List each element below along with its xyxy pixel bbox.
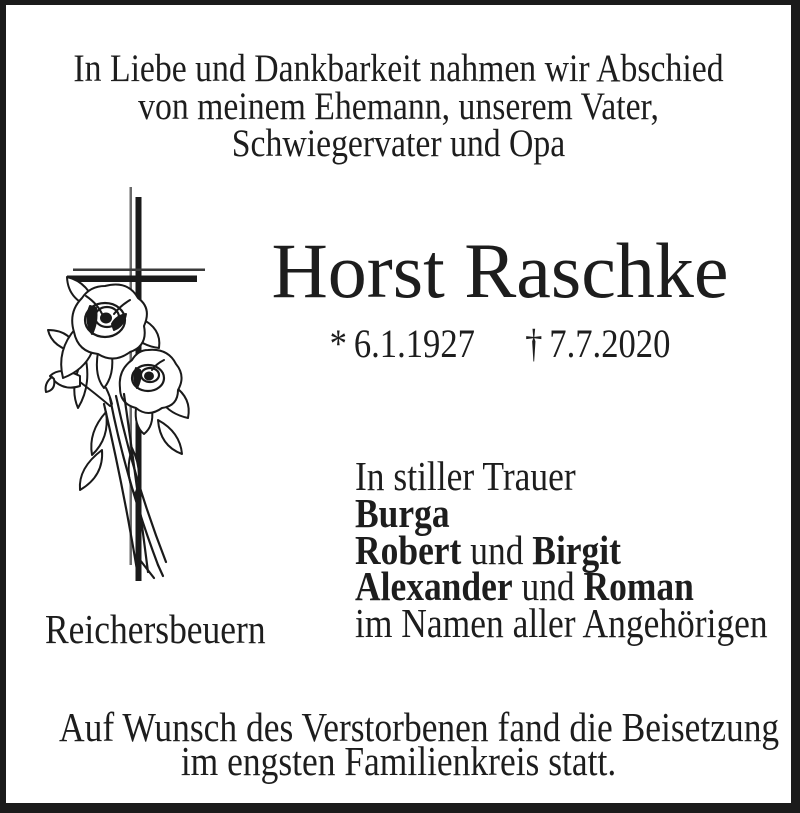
mourner-name: Robert <box>355 526 462 573</box>
mourning-intro: In stiller Trauer <box>355 453 576 499</box>
place-name: Reichersbeuern <box>45 606 266 652</box>
mourner-name: Burga <box>355 489 450 536</box>
footer-text <box>58 704 780 784</box>
mourning-outro: im Namen aller Angehörigen <box>355 600 768 646</box>
deceased-name: Horst Raschke <box>271 227 729 314</box>
footer-line: Auf Wunsch des Verstorbenen fand die Beisetzung <box>58 704 780 750</box>
mourner-name: Birgit <box>532 526 621 573</box>
intro-line: von meinem Ehemann, unserem Vater, <box>138 84 659 128</box>
birth-date-value: 6.1.1927 <box>353 321 475 366</box>
cross-and-roses-icon <box>40 180 220 590</box>
conjunction: und <box>461 526 533 573</box>
footer-line: im engsten Familienkreis statt. <box>180 737 617 784</box>
birth-star-symbol: * <box>329 321 347 366</box>
intro-text <box>59 47 738 165</box>
death-date <box>525 321 670 366</box>
death-cross-symbol: † <box>525 321 543 366</box>
death-date-value: 7.7.2020 <box>549 321 671 366</box>
birth-date <box>330 321 475 366</box>
cross-thick-horizontal <box>67 276 197 283</box>
mourners-block <box>355 453 768 646</box>
cross-thin-horizontal <box>73 269 205 272</box>
mourner-name: Roman <box>583 563 694 610</box>
intro-line: In Liebe und Dankbarkeit nahmen wir Abschied <box>73 47 724 90</box>
mourner-name: Alexander <box>355 563 513 610</box>
intro-line: Schwiegervater und Opa <box>231 122 566 165</box>
conjunction: und <box>512 563 584 610</box>
life-dates <box>241 321 760 366</box>
rose-bouquet <box>46 277 189 578</box>
